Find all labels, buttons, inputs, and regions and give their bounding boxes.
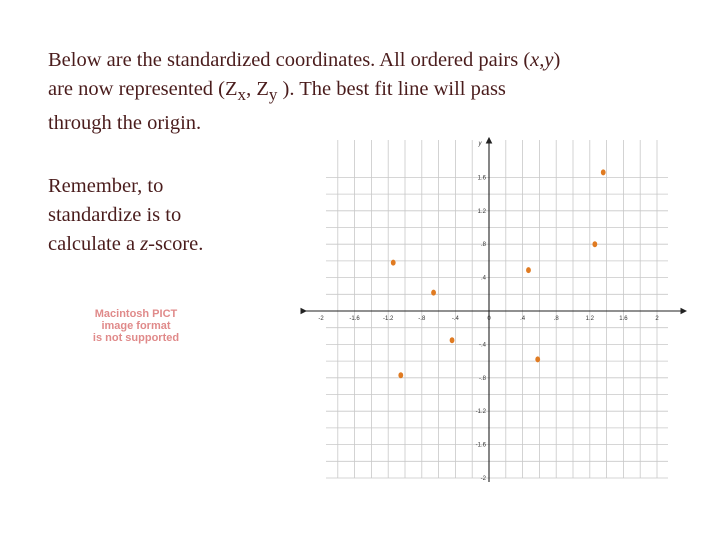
pict-line-1: Macintosh PICT bbox=[94, 308, 178, 320]
y-tick-label: -.4 bbox=[478, 342, 486, 349]
remember-line-2: standardize is to bbox=[48, 204, 182, 226]
data-point bbox=[592, 241, 597, 247]
intro-line-2-comma: , Z bbox=[246, 78, 269, 100]
data-point bbox=[526, 267, 531, 273]
y-tick-label: .4 bbox=[480, 275, 486, 282]
data-point bbox=[391, 260, 396, 266]
y-tick-label: -.8 bbox=[478, 375, 486, 382]
data-point bbox=[535, 356, 540, 362]
x-tick-label: 1.6 bbox=[619, 316, 628, 322]
x-tick-label: 0 bbox=[487, 316, 491, 322]
y-tick-label: .8 bbox=[480, 242, 486, 249]
pict-line-3: is not supported bbox=[92, 332, 180, 344]
y-tick-label: -2 bbox=[480, 476, 486, 482]
intro-xy-var: x,y bbox=[530, 49, 554, 71]
x-tick-label: -1.6 bbox=[349, 316, 360, 322]
intro-line-2-text: are now represented (Z bbox=[48, 78, 238, 100]
y-tick-label: 1.6 bbox=[477, 175, 486, 182]
intro-line-1-text: Below are the standardized coordinates. All ordered pairs ( bbox=[48, 49, 531, 71]
x-tick-label: -2 bbox=[318, 316, 324, 322]
data-point bbox=[398, 372, 403, 378]
remember-line-3-end: -score. bbox=[148, 233, 204, 255]
pict-line-2: image format bbox=[101, 320, 171, 332]
intro-sub-y: y bbox=[268, 85, 278, 105]
x-tick-label: -.4 bbox=[451, 316, 459, 322]
x-tick-label: -.8 bbox=[418, 316, 426, 322]
y-tick-label: 1.2 bbox=[477, 208, 486, 215]
x-tick-label: .4 bbox=[520, 316, 526, 322]
remember-z-var: z bbox=[140, 233, 149, 255]
y-tick-label: -1.6 bbox=[475, 442, 486, 449]
intro-line-1-end: ) bbox=[553, 49, 561, 71]
remember-line-3-text: calculate a bbox=[48, 233, 141, 255]
data-point bbox=[450, 337, 455, 343]
x-tick-label: 1.2 bbox=[585, 316, 594, 322]
data-point bbox=[431, 290, 436, 296]
y-axis-label: y bbox=[478, 141, 482, 147]
remember-line-1: Remember, to bbox=[48, 175, 164, 197]
intro-line-3: through the origin. bbox=[48, 112, 202, 135]
x-tick-label: -1.2 bbox=[383, 316, 394, 322]
x-tick-label: .8 bbox=[553, 316, 559, 322]
x-tick-label: 2 bbox=[655, 316, 659, 322]
intro-sub-x: x bbox=[237, 85, 247, 105]
intro-line-2-end: ). The best fit line will pass bbox=[277, 78, 506, 100]
data-point bbox=[601, 169, 606, 175]
y-tick-label: -1.2 bbox=[475, 409, 486, 416]
